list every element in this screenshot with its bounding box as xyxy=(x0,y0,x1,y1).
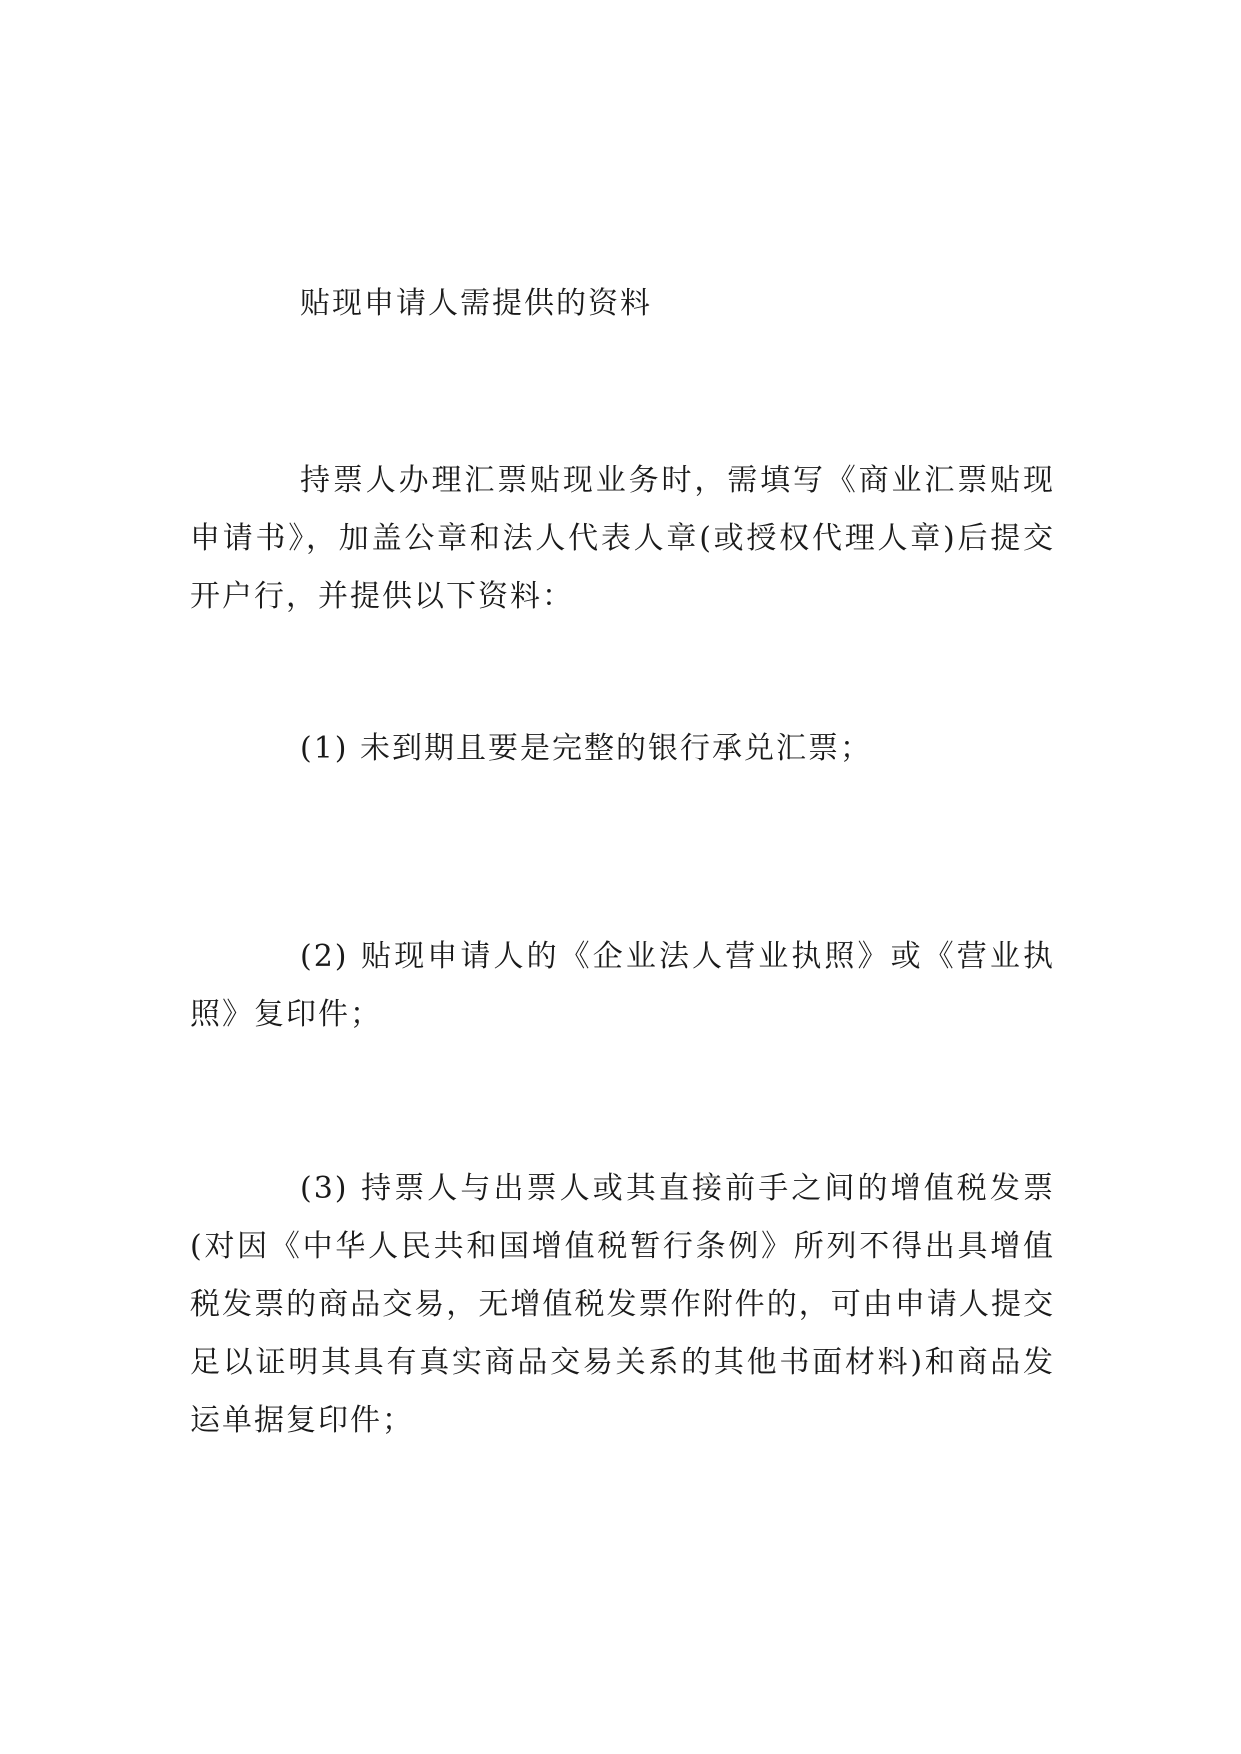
document-title: 贴现申请人需提供的资料 xyxy=(300,286,652,321)
requirement-item-1: (1) 未到期且要是完整的银行承兑汇票； xyxy=(300,731,873,766)
requirement-item-2: (2) 贴现申请人的《企业法人营业执照》或《营业执照》复印件； xyxy=(190,939,1055,1032)
requirement-item-3: (3) 持票人与出票人或其直接前手之间的增值税发票(对因《中华人民共和国增值税暂行条例》所列不得出具增值税发票的商品交易，无增值税发票作附件的，可由申请人提交足以证明其具有真实商品交易关系的其他书面材料)和商品发运单据复印件； xyxy=(190,1171,1055,1438)
intro-paragraph: 持票人办理汇票贴现业务时，需填写《商业汇票贴现申请书》，加盖公章和法人代表人章(或授权代理人章)后提交开户行，并提供以下资料： xyxy=(190,463,1055,614)
